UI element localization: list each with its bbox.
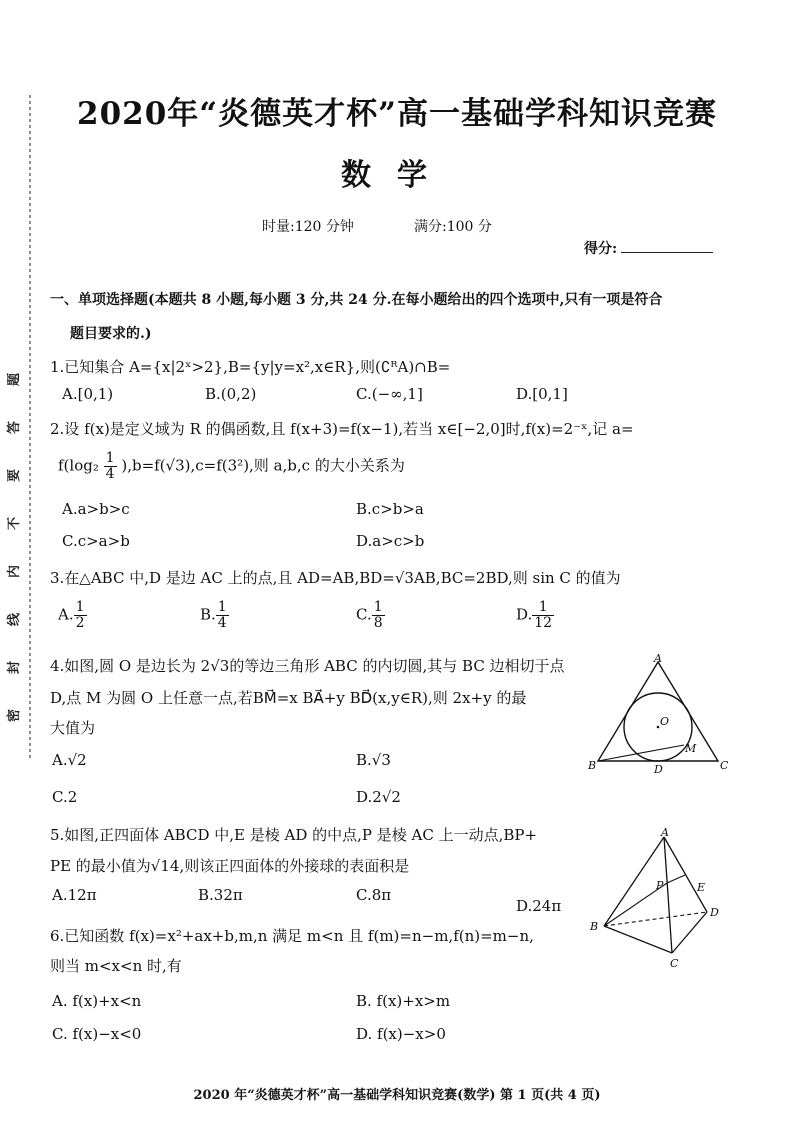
- seal-char: 线: [7, 612, 23, 627]
- q6-option-b[interactable]: B. f(x)+x>m: [356, 992, 451, 1010]
- score-field: [584, 238, 713, 258]
- q4-option-a[interactable]: A.√2: [52, 751, 87, 769]
- label-c: C: [670, 957, 679, 970]
- label-a: A: [654, 652, 662, 665]
- q3-option-b-fraction: [216, 600, 229, 631]
- q5-option-d[interactable]: D.24π: [516, 897, 562, 915]
- q4-option-c[interactable]: C.2: [52, 788, 78, 806]
- label-d: D: [710, 906, 719, 919]
- q3-option-b[interactable]: [200, 600, 229, 631]
- q6-stem-line1: 6.已知函数 f(x)=x²+ax+b,m,n 满足 m<n 且 f(m)=n−m,f(n)=m−n,: [50, 927, 534, 945]
- page-footer: 2020 年“炎德英才杯”高一基础学科知识竞赛(数学) 第 1 页(共 4 页): [193, 1088, 601, 1103]
- label-o: O: [660, 715, 670, 728]
- label-b: B: [590, 920, 599, 933]
- q3-option-a-letter: A.: [58, 605, 74, 624]
- q2-stem-line1: 2.设 f(x)是定义域为 R 的偶函数,且 f(x+3)=f(x−1),若当 x∈[−2,0]时,f(x)=2⁻ˣ,记 a=: [50, 420, 634, 438]
- q5-stem-line2: PE 的最小值为√14,则该正四面体的外接球的表面积是: [50, 857, 410, 875]
- section-heading-cont: 题目要求的.): [70, 326, 152, 342]
- seal-char: 封: [7, 660, 23, 675]
- q3-option-b-letter: B.: [200, 605, 216, 624]
- exam-title: 2020年“炎德英才杯”高一基础学科知识竞赛: [77, 96, 717, 132]
- triangle-abc: [598, 662, 718, 761]
- q2-stem-line2: [58, 451, 405, 482]
- q3-option-a[interactable]: [58, 600, 87, 631]
- seal-char: 答: [7, 420, 23, 435]
- q6-option-d[interactable]: D. f(x)−x>0: [356, 1025, 446, 1043]
- q3-option-d-fraction: [532, 600, 554, 631]
- q2-fraction: [104, 451, 117, 482]
- edge-bd: [604, 912, 707, 926]
- q3-option-d[interactable]: [516, 600, 554, 631]
- seal-char: 不: [7, 516, 23, 531]
- seal-char: 要: [7, 468, 23, 483]
- q2-fraction-num: 1: [105, 450, 115, 466]
- fraction-num: 1: [532, 600, 554, 616]
- center-point: [657, 726, 660, 729]
- fraction-num: 1: [217, 599, 227, 615]
- q1-option-a[interactable]: A.[0,1): [62, 385, 114, 403]
- q6-option-a[interactable]: A. f(x)+x<n: [52, 992, 142, 1010]
- q3-stem: 3.在△ABC 中,D 是边 AC 上的点,且 AD=AB,BD=√3AB,BC=2BD,则 sin C 的值为: [50, 569, 621, 587]
- seal-char: 内: [7, 564, 23, 579]
- score-label: 得分:: [584, 241, 618, 257]
- q1-option-d[interactable]: D.[0,1]: [516, 385, 568, 403]
- label-m: M: [685, 742, 697, 755]
- section-heading: 一、单项选择题(本题共 8 小题,每小题 3 分,共 24 分.在每小题给出的四个选项中,只有一项是符合: [50, 292, 663, 308]
- label-p: P: [656, 879, 664, 892]
- q2-option-a[interactable]: A.a>b>c: [62, 500, 130, 518]
- q4-option-b[interactable]: B.√3: [356, 751, 391, 769]
- edge-ab: [604, 837, 664, 926]
- edge-bc: [604, 926, 672, 953]
- fraction-den: 8: [373, 615, 383, 631]
- q2-text-pre: f(log₂: [58, 456, 99, 475]
- label-c: C: [720, 759, 728, 772]
- q2-option-d[interactable]: D.a>c>b: [356, 532, 425, 550]
- fraction-den: 12: [534, 615, 553, 631]
- q3-option-c-letter: C.: [356, 605, 372, 624]
- q6-stem-line2: 则当 m<x<n 时,有: [50, 957, 182, 975]
- q4-stem-line3: 大值为: [50, 719, 96, 737]
- fraction-den: 4: [217, 615, 227, 631]
- fraction-num: 1: [373, 599, 383, 615]
- q4-figure: [588, 648, 728, 773]
- segment-pe: [667, 875, 685, 883]
- edge-ad: [664, 837, 707, 912]
- q2-option-b[interactable]: B.c>b>a: [356, 500, 424, 518]
- q3-option-c[interactable]: [356, 600, 385, 631]
- q1-option-b[interactable]: B.(0,2): [205, 385, 257, 403]
- seal-char: 密: [7, 708, 23, 723]
- q2-fraction-den: 4: [105, 466, 115, 482]
- seal-char: 题: [7, 372, 23, 387]
- q4-stem-line1: 4.如图,圆 O 是边长为 2√3的等边三角形 ABC 的内切圆,其与 BC 边相切于点: [50, 657, 565, 675]
- label-e: E: [697, 881, 706, 894]
- q2-text-post: ),b=f(√3),c=f(3²),则 a,b,c 的大小关系为: [121, 456, 405, 475]
- q5-option-a[interactable]: A.12π: [52, 886, 97, 904]
- q4-option-d[interactable]: D.2√2: [356, 788, 401, 806]
- q5-option-c[interactable]: C.8π: [356, 886, 392, 904]
- edge-ac: [664, 837, 672, 953]
- q3-option-d-letter: D.: [516, 605, 533, 624]
- q5-option-b[interactable]: B.32π: [198, 886, 243, 904]
- q5-stem-line1: 5.如图,正四面体 ABCD 中,E 是棱 AD 的中点,P 是棱 AC 上一动点,BP+: [50, 826, 538, 844]
- score-blank[interactable]: [621, 238, 713, 253]
- q3-option-a-fraction: [74, 600, 87, 631]
- label-b: B: [588, 759, 597, 772]
- full-score: 满分:100 分: [414, 219, 492, 235]
- q3-option-c-fraction: [372, 600, 385, 631]
- q6-option-c[interactable]: C. f(x)−x<0: [52, 1025, 142, 1043]
- q1-option-c[interactable]: C.(−∞,1]: [356, 385, 423, 403]
- fraction-num: 1: [75, 599, 85, 615]
- q4-stem-line2: D,点 M 为圆 O 上任意一点,若BM⃗=x BA⃗+y BD⃗(x,y∈R),则 2x+y 的最: [50, 689, 527, 707]
- label-a: A: [661, 826, 669, 839]
- fraction-den: 2: [75, 615, 85, 631]
- q1-stem: 1.已知集合 A={x|2ˣ>2},B={y|y=x²,x∈R},则(∁ᴿA)∩B=: [50, 358, 451, 376]
- exam-time: 时量:120 分钟: [262, 219, 354, 235]
- q5-figure: [584, 825, 728, 973]
- subject-title: 数学: [341, 158, 453, 193]
- q2-option-c[interactable]: C.c>a>b: [62, 532, 130, 550]
- edge-cd: [672, 912, 707, 953]
- label-d: D: [654, 763, 663, 773]
